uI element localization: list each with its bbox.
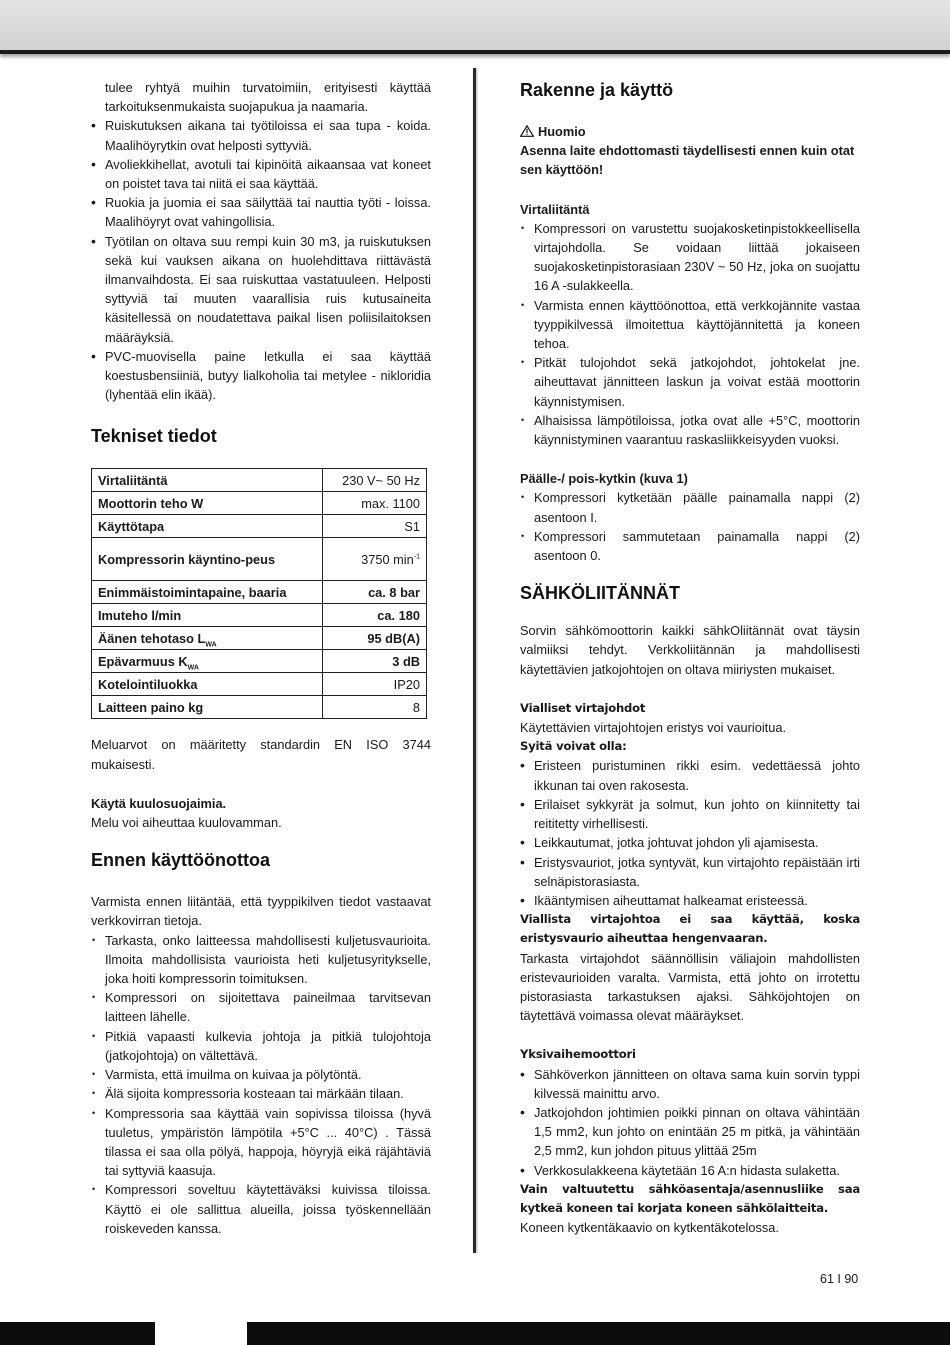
list-item: • Varmista, että imuilma on kuivaa ja pölytöntä. xyxy=(91,1065,431,1084)
list-item: • Alhaisissa lämpötiloissa, jotka ovat alle +5°C, moottorin käynnistyminen vaarantuu raskasliikkeisyyden vuoksi. xyxy=(520,411,860,449)
spec-value: 8 xyxy=(322,696,426,719)
list-item: • Kompressori soveltuu käytettäväksi kuivissa tiloissa. Käyttö ei ole sallittua alueilla, joissa työskennellään roiskeveden kanssa. xyxy=(91,1180,431,1238)
electrical-text: Sorvin sähkömoottorin kaikki sähkOliitännät ovat täysin valmiiksi tehdyt. Verkkoliitännän ja mahdollisesti käytettävien jatkojohtojen on oltava miiriysten mukaiset. xyxy=(520,623,860,677)
before-use-list xyxy=(91,931,431,1238)
electrician-warning: Vain valtuutettu sähköasentaja/asennusliike saa kytkeä koneen tai korjata koneen sähkölaitteita. xyxy=(520,1181,860,1215)
spec-label xyxy=(92,538,323,581)
table-row xyxy=(92,650,427,673)
table-row xyxy=(92,673,427,696)
structure-heading: Rakenne ja käyttö xyxy=(520,80,674,100)
spec-label: Enimmäistoimintapaine, baaria xyxy=(92,581,323,604)
list-item: • PVC-muovisella paine letkulla ei saa käyttää koestusbensiiniä, butyy lialkoholia tai metylee - nikloridia (lyhentää elin ikää). xyxy=(91,347,431,405)
electrical-heading: SÄHKÖLIITÄNNÄT xyxy=(520,583,680,604)
list-item: • Eristysvauriot, jotka syntyvät, kun virtajohto repäistään irti selnäpistorasiasta. xyxy=(520,853,860,891)
spec-value-sup: -1 xyxy=(413,553,420,561)
tech-heading: Tekniset tiedot xyxy=(91,426,217,447)
single-phase-list xyxy=(520,1065,860,1180)
ear-protection-title: Käytä kuulosuojaimia. xyxy=(91,795,227,811)
footer-band-gap xyxy=(155,1322,247,1345)
spec-value: ca. 8 bar xyxy=(322,581,426,604)
list-item: • Pitkiä vapaasti kulkevia johtoja ja pitkiä tulojohtoja (jatkojohtoja) on vältettävä. xyxy=(91,1027,431,1065)
list-item: • Erilaiset sykkyrät ja solmut, kun johto on kiinnitetty tai reititetty virhellisesti. xyxy=(520,795,860,833)
spec-label: Virtaliitäntä xyxy=(92,469,323,492)
table-row xyxy=(92,469,427,492)
list-item: • Ruokia ja juomia ei saa säilyttää tai nauttia työti - loissa. Maalihöyryt ovat vahingollisia. xyxy=(91,193,431,231)
table-row xyxy=(92,492,427,515)
ear-protection-text: Melu voi aiheuttaa kuulovamman. xyxy=(91,815,282,831)
list-item: • Ruiskutuksen aikana tai työtiloissa ei saa tupa - koida. Maalihöyrytkin ovat helposti syttyviä. xyxy=(91,116,431,154)
list-item: • Kompressori sammutetaan painamalla nappi (2) asentoon 0. xyxy=(520,527,860,565)
footer-band xyxy=(0,1322,950,1345)
spec-label: Kotelointiluokka xyxy=(92,673,323,696)
right-column xyxy=(520,78,860,1237)
list-item: • Verkkosulakkeena käytetään 16 A:n hidasta sulaketta. xyxy=(520,1161,860,1180)
table-row xyxy=(92,604,427,627)
spec-label xyxy=(92,650,323,673)
spec-table xyxy=(91,468,427,719)
faulty-cords-heading: Vialliset virtajohdot xyxy=(520,700,646,715)
causes-list xyxy=(520,756,860,910)
measure-note: Meluarvot on määritetty standardin EN ISO 3744 mukaisesti. xyxy=(91,737,431,772)
switch-heading: Päälle-/ pois-kytkin (kuva 1) xyxy=(520,471,688,487)
list-item: • Kompressori kytketään päälle painamalla nappi (2) asentoon I. xyxy=(520,488,860,526)
spec-label: Imuteho l/min xyxy=(92,604,323,627)
column-divider xyxy=(473,68,476,1253)
spec-value: max. 1100 xyxy=(322,492,426,515)
list-item: • Jatkojohdon johtimien poikki pinnan on oltava vähintään 1,5 mm2, kun johto on enintään 25 m pitkä, ja vähintään 2,5 mm2, kun johdon pituus ylittää 25m xyxy=(520,1103,860,1161)
table-row xyxy=(92,627,427,650)
list-item: tulee ryhtyä muihin turvatoimiin, erityisesti käyttää tarkoituksenmukaista suojapukua ja naamaria. xyxy=(105,80,431,115)
table-row xyxy=(92,581,427,604)
spec-value xyxy=(322,538,426,581)
list-item: • Älä sijoita kompressoria kosteaan tai märkään tilaan. xyxy=(91,1084,431,1103)
spec-value: ca. 180 xyxy=(322,604,426,627)
spec-label-sub: WA xyxy=(187,664,199,672)
page-number: 61 I 90 xyxy=(820,1272,859,1286)
power-heading: Virtaliitäntä xyxy=(520,201,590,217)
spec-label: Moottorin teho W xyxy=(92,492,323,515)
faulty-cords-text: Käytettävien virtajohtojen eristys voi vaurioitua. xyxy=(520,720,787,736)
before-use-heading: Ennen käyttöönottoa xyxy=(91,850,270,871)
list-item: • Varmista ennen käyttöönottoa, että verkkojännite vastaa tyyppikilvessä ilmoitettua käyttöjännitettä ja koneen tehoa. xyxy=(520,296,860,354)
header-band xyxy=(0,0,950,54)
list-item: • Pitkät tulojohdot sekä jatkojohdot, johtokelat jne. aiheuttavat jännitteen laskun ja voivat estää moottorin käynnistymisen. xyxy=(520,353,860,411)
list-item: • Tarkasta, onko laitteessa mahdollisesti kuljetusvaurioita. Ilmoita mahdollisista vaurioista heti kuljetusyritykselle, joka hoiti kompressorin toimituksen. xyxy=(91,931,431,989)
spec-value: 3 dB xyxy=(322,650,426,673)
spec-value: IP20 xyxy=(322,673,426,696)
list-item: • Leikkautumat, jotka johtuvat johdon yli ajamisesta. xyxy=(520,833,860,852)
causes-heading: Syitä voivat olla: xyxy=(520,739,627,754)
switch-list xyxy=(520,488,860,565)
before-use-intro: Varmista ennen liitäntää, että tyyppikilven tiedot vastaavat verkkovirran tietoja. xyxy=(91,894,431,929)
wiring-diagram-note: Koneen kytkentäkaavio on kytkentäkotelossa. xyxy=(520,1220,779,1236)
list-item: • Työtilan on oltava suu rempi kuin 30 m3, ja ruiskutuksen sekä kui vauksen aikana on huolehdittava riittävästä ilmanvaihdosta. Ei saa ruiskuttaa vastatuuleen. Helposti syttyviä tai muuten vaarallisia ruis kutusaineita käsitellessä on noudatettava paikal lisen poliisilaitoksen määräyksiä. xyxy=(91,232,431,347)
inspection-text: Tarkasta virtajohdot säännöllisin väliajoin mahdollisten eristevaurioiden varalta. Varmista, että johto on irrotettu pistorasiasta tarkastuksen ajaksi. Sähköjohtojen on täytettävä voimassa olevat määräykset. xyxy=(520,950,860,1024)
list-item: • Kompressori on varustettu suojakosketinpistokkeellisella virtajohdolla. Se voidaan liittää jokaiseen suojakosketinpistorasiaan 230V ~ 50 Hz, joka on suojattu 16 A -sulakkeella. xyxy=(520,219,860,296)
notice-label: Huomio xyxy=(538,124,586,139)
left-column xyxy=(91,78,431,1238)
safety-list xyxy=(91,78,431,404)
table-row xyxy=(92,696,427,719)
spec-label-sub: WA xyxy=(205,641,217,649)
spec-label-text: Äänen tehotaso L xyxy=(98,630,206,646)
faulty-cord-warning: Viallista virtajohtoa ei saa käyttää, koska eristysvaurio aiheuttaa hengenvaaran. xyxy=(520,912,860,946)
spec-label-text: Kompressorin käyntino-peus xyxy=(98,551,276,567)
power-list xyxy=(520,219,860,449)
spec-value-text: 3750 min xyxy=(361,551,414,567)
list-item: • Ikääntymisen aiheuttamat halkeamat eristeessä. xyxy=(520,891,860,910)
notice-title xyxy=(520,122,860,141)
list-item: • Avoliekkihellat, avotuli tai kipinöitä aikaansaa vat koneet on poistet tava tai niitä ei saa käyttää. xyxy=(91,155,431,193)
spec-label: Laitteen paino kg xyxy=(92,696,323,719)
spec-label xyxy=(92,627,323,650)
warning-icon xyxy=(520,125,534,137)
spec-label: Käyttötapa xyxy=(92,515,323,538)
table-row xyxy=(92,515,427,538)
list-item: • Sähköverkon jännitteen on oltava sama kuin sorvin typpi kilvessä mainittu arvo. xyxy=(520,1065,860,1103)
table-row xyxy=(92,538,427,581)
list-item: • Kompressori on sijoitettava paineilmaa tarvitsevan laitteen lähelle. xyxy=(91,988,431,1026)
single-phase-heading: Yksivaihemoottori xyxy=(520,1047,636,1062)
notice-text: Asenna laite ehdottomasti täydellisesti ennen kuin otat sen käyttöön! xyxy=(520,143,855,178)
spec-value: S1 xyxy=(322,515,426,538)
list-item: • Eristeen puristuminen rikki esim. vedettäessä johto ikkunan tai oven rakosesta. xyxy=(520,756,860,794)
spec-value: 230 V~ 50 Hz xyxy=(322,469,426,492)
spec-value: 95 dB(A) xyxy=(322,627,426,650)
spec-label-text: Epävarmuus K xyxy=(98,653,188,669)
list-item: • Kompressoria saa käyttää vain sopivissa tiloissa (hyvä tuuletus, ympäristön lämpötila +5°C ... 40°C) . Tässä tilassa ei saa olla pölyä, happoja, höyryjä eikä räjähtäviä tai syttyviä kaasuja. xyxy=(91,1104,431,1181)
